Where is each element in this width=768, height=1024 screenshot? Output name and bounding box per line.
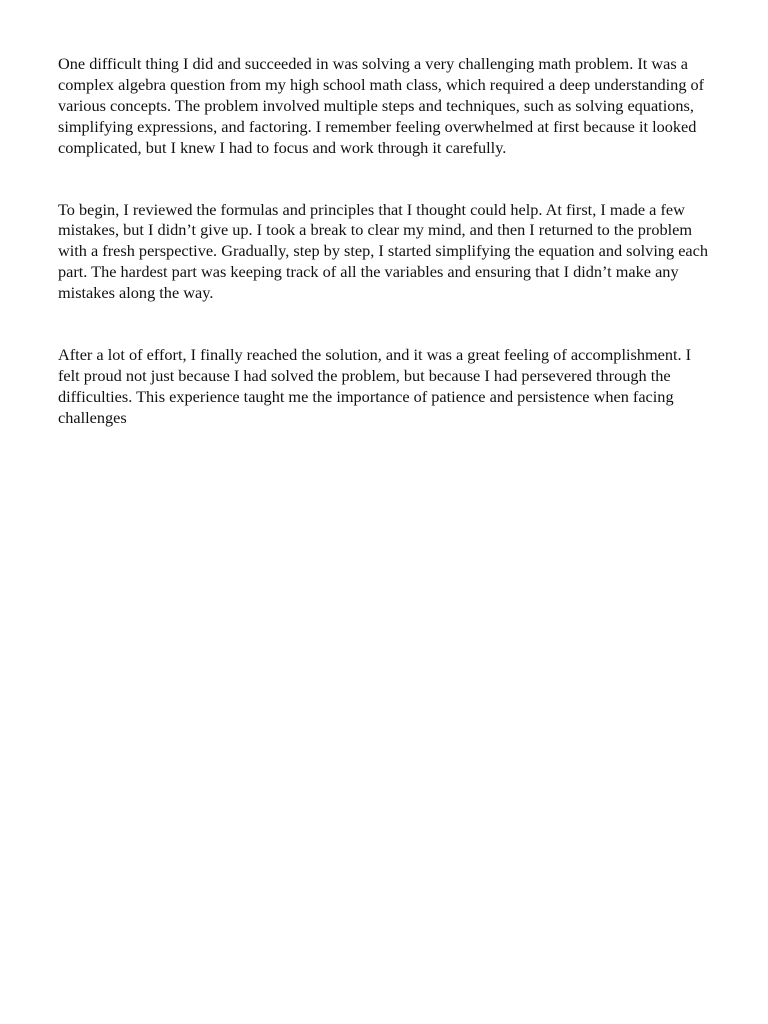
paragraph: After a lot of effort, I finally reached the solution, and it was a great feeling of accomplishment. I felt proud not just because I had solved the problem, but because I had persevered through the difficulties. This experience taught me the importance of patience and persistence when facing challenges: [58, 345, 692, 427]
document-body: [58, 54, 714, 429]
paragraph: To begin, I reviewed the formulas and principles that I thought could help. At first, I made a few mistakes, but I didn’t give up. I took a break to clear my mind, and then I returned to the problem with a fresh perspective. Gradually, step by step, I started simplifying the equation and solving each part. The hardest part was keeping track of all the variables and ensuring that I didn’t make any mistakes along the way.: [58, 199, 709, 303]
paragraph: One difficult thing I did and succeeded in was solving a very challenging math problem. It was a complex algebra question from my high school math class, which required a deep understanding of various concepts. The problem involved multiple steps and techniques, such as solving equations, simplifying expressions, and factoring. I remember feeling overwhelmed at first because it looked complicated, but I knew I had to focus and work through it carefully.: [58, 54, 705, 157]
